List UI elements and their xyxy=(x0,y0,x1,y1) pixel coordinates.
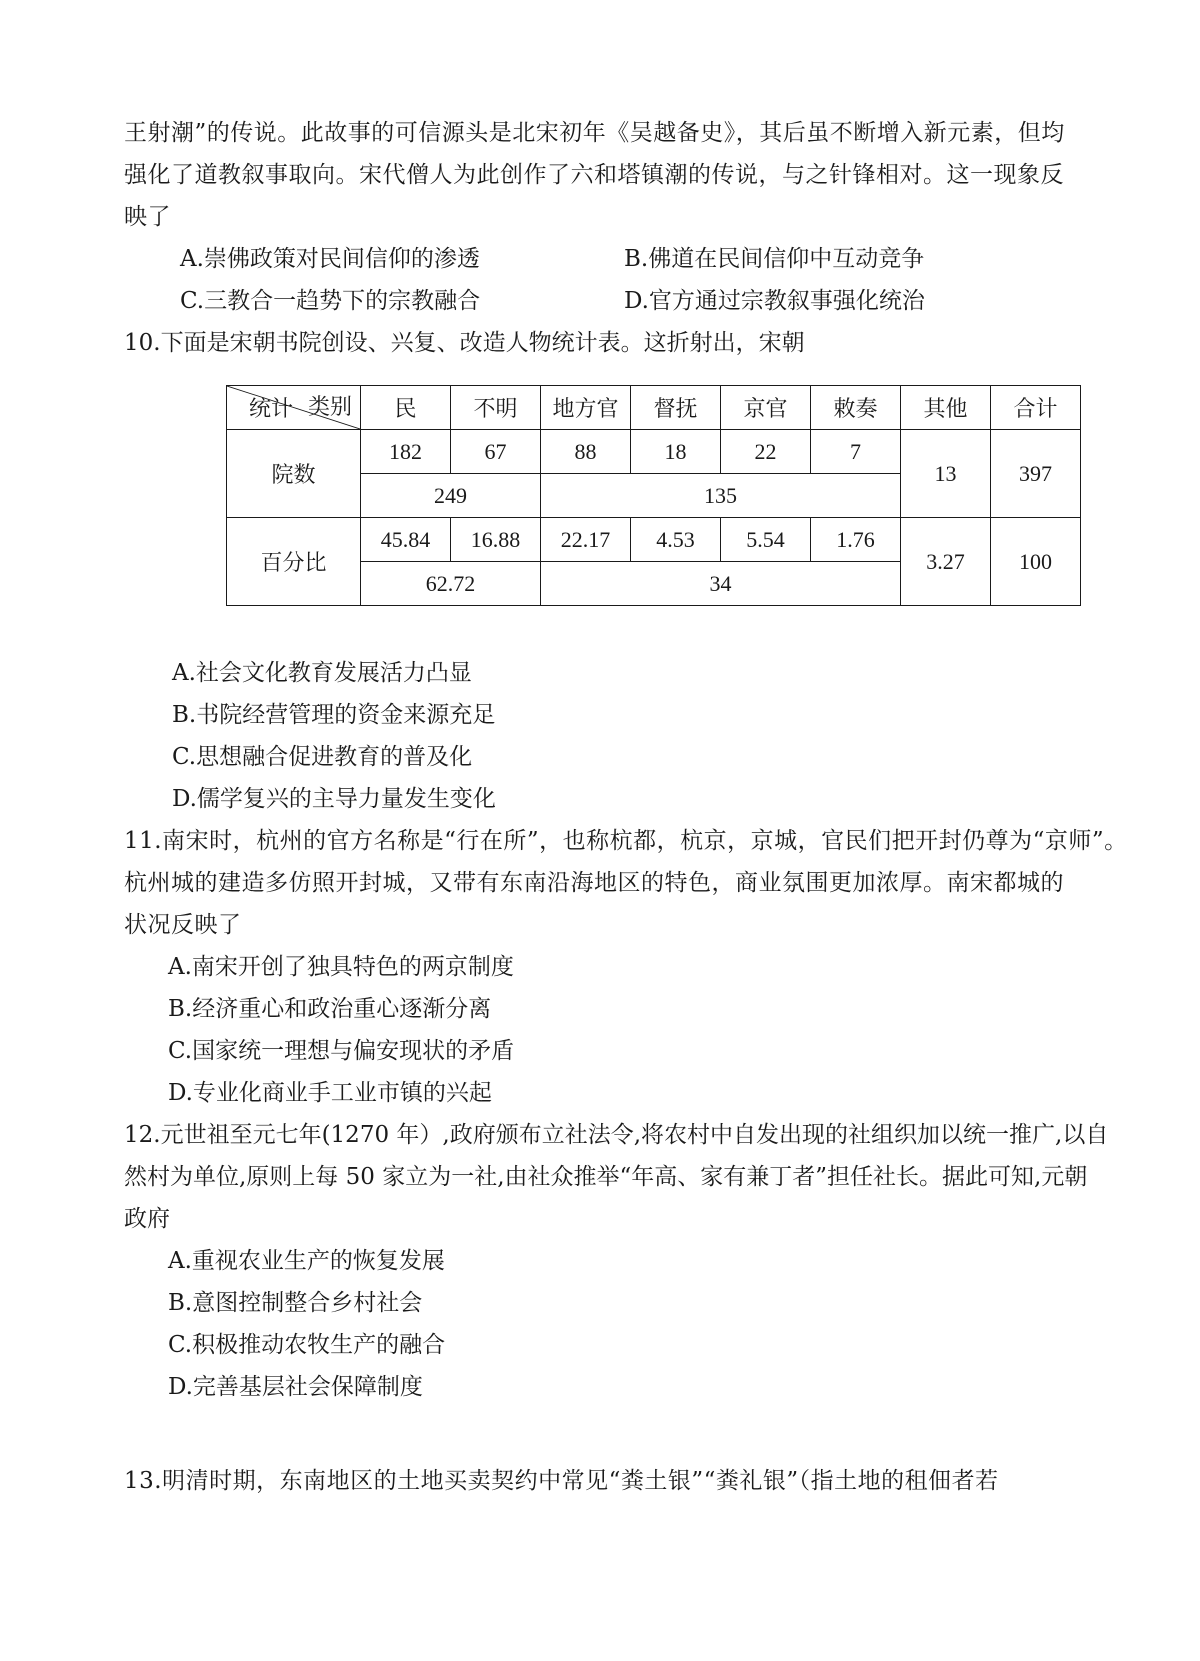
column-header: 其他 xyxy=(901,386,991,430)
q12-stem-line-2: 然村为单位,原则上每 50 家立为一社,由社众推举“年高、家有兼丁者”担任社长。据此可知,元朝 xyxy=(124,1164,1088,1190)
column-header: 不明 xyxy=(451,386,541,430)
column-header: 民 xyxy=(361,386,451,430)
table-cell-other: 13 xyxy=(901,430,991,518)
q12-stem-line-3: 政府 xyxy=(124,1206,170,1232)
q10-option-b: B.书院经营管理的资金来源充足 xyxy=(172,702,496,728)
question-10-stem: 10.下面是宋朝书院创设、兴复、改造人物统计表。这折射出，宋朝 xyxy=(124,330,805,356)
q11-option-c: C.国家统一理想与偏安现状的矛盾 xyxy=(168,1038,515,1064)
table-cell-total: 397 xyxy=(991,430,1081,518)
q11-stem-line-3: 状况反映了 xyxy=(124,912,242,938)
q12-option-a: A.重视农业生产的恢复发展 xyxy=(168,1248,445,1274)
q10-option-d: D.儒学复兴的主导力量发生变化 xyxy=(172,786,496,812)
corner-label-category: 类别 xyxy=(307,394,352,419)
q9-stem-line-2: 强化了道教叙事取向。宋代僧人为此创作了六和塔镇潮的传说，与之针锋相对。这一现象反 xyxy=(124,162,1064,188)
q9-option-d: D.官方通过宗教叙事强化统治 xyxy=(624,288,925,314)
question-9-stem xyxy=(124,112,1084,238)
diagonal-header-cell xyxy=(227,386,361,430)
q11-option-d: D.专业化商业手工业市镇的兴起 xyxy=(168,1080,492,1106)
q9-option-a: A.崇佛政策对民间信仰的渗透 xyxy=(180,246,480,272)
q12-option-b: B.意图控制整合乡村社会 xyxy=(168,1290,423,1316)
q11-stem-line-2: 杭州城的建造多仿照开封城，又带有东南沿海地区的特色，商业氛围更加浓厚。南宋都城的 xyxy=(124,870,1064,896)
table-cell: 5.54 xyxy=(721,518,811,562)
table-cell-group: 135 xyxy=(541,474,901,518)
column-header: 合计 xyxy=(991,386,1081,430)
table-row xyxy=(227,518,1081,562)
table-cell: 16.88 xyxy=(451,518,541,562)
q12-option-c: C.积极推动农牧生产的融合 xyxy=(168,1332,446,1358)
table-cell: 22 xyxy=(721,430,811,474)
table-cell-group: 34 xyxy=(541,562,901,606)
table-cell: 45.84 xyxy=(361,518,451,562)
column-header: 地方官 xyxy=(541,386,631,430)
row-label-count: 院数 xyxy=(227,430,361,518)
table-cell: 7 xyxy=(811,430,901,474)
table-row xyxy=(227,430,1081,474)
table-cell: 22.17 xyxy=(541,518,631,562)
q12-stem-line-1: 12.元世祖至元七年(1270 年）,政府颁布立社法令,将农村中自发出现的社组织加以统一推广,以自 xyxy=(124,1122,1109,1148)
q10-option-c: C.思想融合促进教育的普及化 xyxy=(172,744,473,770)
column-header: 京官 xyxy=(721,386,811,430)
q12-option-d: D.完善基层社会保障制度 xyxy=(168,1374,423,1400)
table-cell: 18 xyxy=(631,430,721,474)
column-header: 敕奏 xyxy=(811,386,901,430)
row-label-percent: 百分比 xyxy=(227,518,361,606)
table-cell-total: 100 xyxy=(991,518,1081,606)
table-cell: 182 xyxy=(361,430,451,474)
column-header: 督抚 xyxy=(631,386,721,430)
q9-stem-line-1: 王射潮”的传说。此故事的可信源头是北宋初年《吴越备史》，其后虽不断增入新元素，但均 xyxy=(124,120,1065,146)
table-cell: 4.53 xyxy=(631,518,721,562)
question-13-stem: 13.明清时期，东南地区的土地买卖契约中常见“粪土银”“粪礼银”（指土地的租佃者若 xyxy=(124,1468,999,1494)
table-cell-group: 62.72 xyxy=(361,562,541,606)
q11-option-a: A.南宋开创了独具特色的两京制度 xyxy=(168,954,514,980)
corner-label-stat: 统计 xyxy=(249,396,294,421)
table-header-row xyxy=(227,386,1081,430)
question-12-stem xyxy=(124,1114,1109,1240)
q9-option-c: C.三教合一趋势下的宗教融合 xyxy=(180,288,481,314)
table-cell: 67 xyxy=(451,430,541,474)
q9-stem-line-3: 映了 xyxy=(124,204,171,230)
table-cell: 88 xyxy=(541,430,631,474)
question-11-stem xyxy=(124,820,1128,946)
q10-option-a: A.社会文化教育发展活力凸显 xyxy=(172,660,472,686)
table-cell-other: 3.27 xyxy=(901,518,991,606)
q9-option-b: B.佛道在民间信仰中互动竞争 xyxy=(624,246,925,272)
academy-statistics-table xyxy=(226,385,1081,606)
table-cell: 1.76 xyxy=(811,518,901,562)
q11-option-b: B.经济重心和政治重心逐渐分离 xyxy=(168,996,492,1022)
q11-stem-line-1: 11.南宋时，杭州的官方名称是“行在所”，也称杭都，杭京，京城，官民们把开封仍尊为“京师”。 xyxy=(124,828,1128,854)
table-cell-group: 249 xyxy=(361,474,541,518)
